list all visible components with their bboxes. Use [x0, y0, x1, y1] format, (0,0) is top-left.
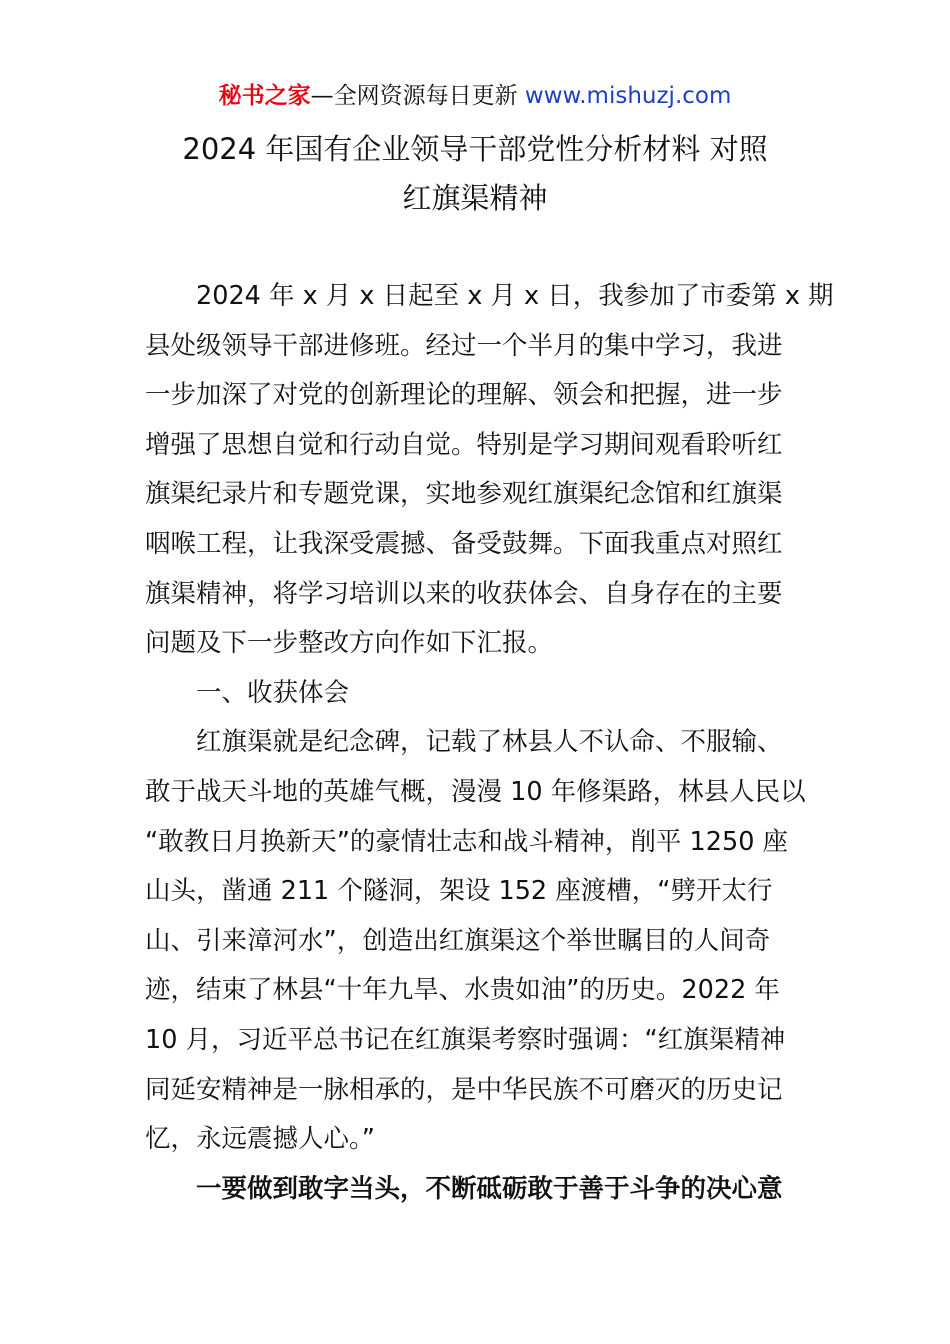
body-line: 旗渠精神，将学习培训以来的收获体会、自身存在的主要: [145, 578, 783, 609]
body-line: 咽喉工程，让我深受震撼、备受鼓舞。下面我重点对照红: [145, 528, 783, 559]
body-line: 县处级领导干部进修班。经过一个半月的集中学习，我进: [145, 330, 783, 361]
body-line: 山、引来漳河水”，创造出红旗渠这个举世瞩目的人间奇: [145, 925, 771, 956]
body-line: 敢于战天斗地的英雄气概，漫漫 10 年修渠路，林县人民以: [145, 776, 806, 807]
document-title: [140, 125, 810, 223]
document-body: [145, 272, 834, 1214]
body-line: 增强了思想自觉和行动自觉。特别是学习期间观看聆听红: [145, 429, 783, 460]
body-line: 旗渠纪录片和专题党课，实地参观红旗渠纪念馆和红旗渠: [145, 479, 783, 510]
site-tagline: —全网资源每日更新: [310, 83, 518, 109]
body-line: 山头，凿通 211 个隧洞，架设 152 座渡槽，“劈开太行: [145, 876, 773, 907]
body-line: 红旗渠就是纪念碑，记载了林县人不认命、不服输、: [145, 727, 783, 758]
body-line: 迹，结束了林县“十年九旱、水贵如油”的历史。2022 年: [145, 975, 780, 1006]
body-line: 问题及下一步整改方向作如下汇报。: [145, 628, 554, 659]
body-line: 一步加深了对党的创新理论的理解、领会和把握，进一步: [145, 380, 783, 411]
bold-subheading: 一要做到敢字当头，不断砥砺敢于善于斗争的决心意: [145, 1173, 783, 1204]
title-line-1: 2024 年国有企业领导干部党性分析材料 对照: [182, 132, 768, 166]
body-line: 10 月，习近平总书记在红旗渠考察时强调：“红旗渠精神: [145, 1024, 786, 1055]
title-line-2: 红旗渠精神: [402, 181, 548, 215]
site-brand: 秘书之家: [218, 83, 311, 109]
body-line: 忆，永远震撼人心。”: [145, 1124, 375, 1155]
body-line: “敢教日月换新天”的豪情壮志和战斗精神，削平 1250 座: [145, 826, 789, 857]
body-line: 2024 年 x 月 x 日起至 x 月 x 日，我参加了市委第 x 期: [145, 281, 834, 311]
body-line: 同延安精神是一脉相承的，是中华民族不可磨灭的历史记: [145, 1074, 783, 1105]
site-header: [0, 80, 950, 112]
site-url-link[interactable]: www.mishuzj.com: [524, 83, 732, 109]
section-heading: 一、收获体会: [145, 677, 350, 708]
